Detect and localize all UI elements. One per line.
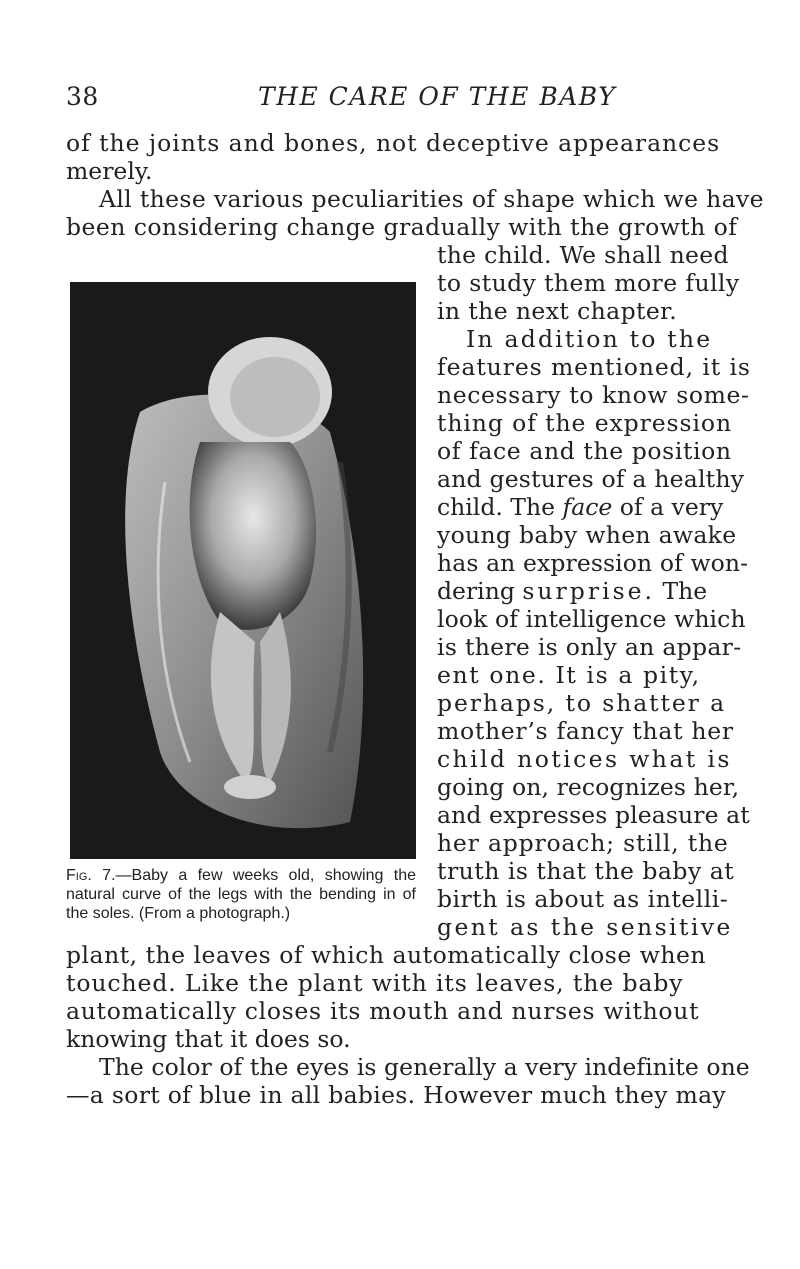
body-text: The color of the eyes is generally a very indefinite one — [99, 1053, 750, 1081]
body-line — [437, 633, 741, 661]
body-line — [437, 409, 732, 437]
body-text: necessary to know some- — [437, 381, 750, 409]
body-text: of a very — [612, 493, 724, 521]
body-text: her approach; still, the — [437, 829, 729, 857]
body-text: and gestures of a healthy — [437, 465, 745, 493]
body-line — [437, 493, 723, 521]
body-text: of face and the position — [437, 437, 732, 465]
body-text-emphasis: surprise. — [522, 577, 656, 605]
body-line — [437, 381, 750, 409]
body-text: The — [655, 577, 708, 605]
figure-caption-text: —Baby a few weeks old, showing the natural curve of the legs with the bending in of the soles. (From a photograph.) — [66, 867, 416, 922]
body-text: perhaps, to shatter a — [437, 689, 727, 717]
body-line — [437, 661, 701, 689]
body-text: going on, recognizes her, — [437, 773, 740, 801]
body-text: child notices what is — [437, 745, 732, 773]
body-line — [437, 297, 677, 325]
body-text: young baby when awake — [437, 521, 737, 549]
body-line — [66, 941, 706, 969]
body-text: mother’s fancy that her — [437, 717, 734, 745]
body-line — [66, 1025, 351, 1053]
body-line — [66, 997, 699, 1025]
figure-caption — [66, 866, 416, 923]
body-text: All these various peculiarities of shape which we have — [99, 185, 764, 213]
body-line — [66, 969, 683, 997]
body-text: In addition to the — [466, 325, 713, 353]
body-text: child. The — [437, 493, 563, 521]
body-text: plant, the leaves of which automatically close when — [66, 941, 707, 969]
body-text: —a sort of blue in all babies. However much they may — [66, 1081, 727, 1109]
body-line — [66, 1081, 726, 1109]
body-text: thing of the expression — [437, 409, 732, 437]
body-text: ent one. It is a pity, — [437, 661, 701, 689]
body-line — [99, 1053, 750, 1081]
body-line — [437, 269, 740, 297]
baby-photograph-figure — [70, 282, 416, 859]
figure-label: Fig. 7. — [66, 867, 116, 884]
body-line — [437, 885, 728, 913]
body-text: features mentioned, it is — [437, 353, 751, 381]
baby-photograph-icon — [70, 282, 416, 859]
body-line — [437, 829, 729, 857]
body-text: dering — [437, 577, 523, 605]
body-line — [437, 437, 732, 465]
body-line — [66, 213, 737, 241]
body-text: knowing that it does so. — [66, 1025, 351, 1053]
body-text: merely. — [66, 157, 153, 185]
body-line — [437, 745, 732, 773]
body-line — [99, 185, 764, 213]
body-line — [437, 689, 726, 717]
body-text: gent as the sensitive — [437, 913, 733, 941]
body-text: in the next chapter. — [437, 297, 678, 325]
body-line — [437, 353, 751, 381]
body-line — [437, 605, 746, 633]
body-line — [437, 521, 736, 549]
body-line — [437, 577, 707, 605]
body-line — [437, 549, 748, 577]
body-line — [66, 129, 754, 157]
body-text: to study them more fully — [437, 269, 740, 297]
body-text: the child. We shall need — [437, 241, 729, 269]
body-text: touched. Like the plant with its leaves, the baby — [66, 969, 684, 997]
body-line — [437, 465, 744, 493]
body-text: has an expression of won- — [437, 549, 749, 577]
body-line — [437, 717, 734, 745]
running-title: THE CARE OF THE BABY — [258, 82, 617, 111]
body-text: look of intelligence which — [437, 605, 746, 633]
body-line — [437, 857, 734, 885]
body-text: automatically closes its mouth and nurses without — [66, 997, 700, 1025]
body-text: been considering change gradually with the growth of — [66, 213, 738, 241]
body-line — [66, 157, 152, 185]
body-line — [437, 913, 733, 941]
body-text-emphasis: face — [562, 493, 613, 521]
body-line — [437, 801, 750, 829]
body-text: and expresses pleasure at — [437, 801, 750, 829]
body-text: is there is only an appar- — [437, 633, 742, 661]
body-text: of the joints and bones, not deceptive appearances — [66, 129, 721, 157]
body-text: truth is that the baby at — [437, 857, 735, 885]
body-line — [437, 773, 739, 801]
page-number: 38 — [66, 82, 99, 111]
body-line — [466, 325, 712, 353]
body-text: birth is about as intelli- — [437, 885, 729, 913]
body-line — [437, 241, 729, 269]
